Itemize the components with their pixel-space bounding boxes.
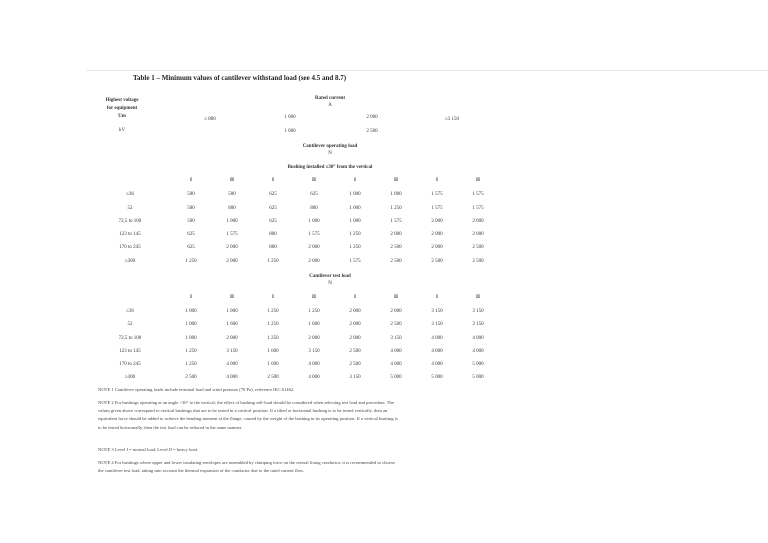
value-cell: 800	[228, 206, 236, 211]
value-cell: 1 000	[185, 322, 197, 327]
value-cell: 2 500	[390, 322, 402, 327]
value-cell: 2 000	[226, 259, 238, 264]
current-range-2-upper: 1 600	[284, 129, 296, 134]
voltage-cell: 123 to 145	[119, 349, 141, 354]
value-cell: 1 000	[349, 192, 361, 197]
value-cell: 1 250	[267, 336, 279, 341]
value-cell: 1 250	[267, 309, 279, 314]
value-cell: 1 250	[185, 362, 197, 367]
note-3-text: NOTE 3 Level I = normal load, Level II = heavy load.	[98, 447, 198, 452]
value-cell: 625	[269, 206, 277, 211]
value-cell: 5 000	[472, 362, 484, 367]
value-cell: 800	[269, 245, 277, 250]
value-cell: 3 150	[431, 322, 443, 327]
value-cell: 625	[187, 245, 195, 250]
value-cell: 4 000	[431, 336, 443, 341]
value-cell: 2 000	[308, 245, 320, 250]
value-cell: 3 150	[308, 349, 320, 354]
current-range-3: 2 000	[366, 115, 378, 120]
voltage-cell: 52	[127, 206, 133, 211]
value-cell: 3 150	[390, 336, 402, 341]
value-cell: 625	[269, 219, 277, 224]
value-cell: 2 500	[431, 259, 443, 264]
level-header: II	[312, 295, 316, 300]
value-cell: 1 000	[390, 192, 402, 197]
value-cell: 1 250	[308, 309, 320, 314]
level-header: I	[436, 295, 438, 300]
current-range-4: ≥3 150	[445, 117, 459, 122]
value-cell: 3 150	[226, 349, 238, 354]
value-cell: 3 150	[349, 375, 361, 380]
value-cell: 4 000	[308, 375, 320, 380]
value-cell: 1 575	[431, 192, 443, 197]
value-cell: 625	[269, 192, 277, 197]
value-cell: 800	[310, 206, 318, 211]
value-cell: 4 000	[390, 349, 402, 354]
value-cell: 4 000	[390, 362, 402, 367]
level-header: II	[394, 178, 398, 183]
level-header: I	[354, 295, 356, 300]
value-cell: 1 000	[226, 219, 238, 224]
note-2	[98, 399, 398, 432]
value-cell: 1 600	[308, 322, 320, 327]
value-cell: 1 250	[267, 259, 279, 264]
value-cell: 1 600	[267, 362, 279, 367]
value-cell: 1 575	[431, 206, 443, 211]
value-cell: 4 000	[226, 375, 238, 380]
note-2-text: NOTE 2 For bushings operating at an angle >30° to the vertical, the effect of bushing self-load should be considered when selecting test load and procedure. The values given above correspond to vertical bushings that are to be tested in a vertical position. If a tilted or horizontal bushing is to be tested vertically, then an equivalent force should be added to achieve the bending moment at the flange, caused by the weight of the bushing in its operating position. If a vertical bushing is to be tested horizontally, then the test load can be reduced in the same manner.	[98, 400, 398, 430]
test-load-unit: N	[328, 281, 332, 286]
value-cell: 800	[269, 232, 277, 237]
value-cell: 5 000	[390, 375, 402, 380]
value-cell: 1 575	[390, 219, 402, 224]
level-header: II	[476, 295, 480, 300]
voltage-cell: ≤36	[126, 192, 134, 197]
value-cell: 2 000	[431, 245, 443, 250]
operating-load-label: Cantilever operating load	[302, 144, 358, 149]
value-cell: 2 000	[472, 219, 484, 224]
value-cell: 2 000	[226, 336, 238, 341]
note-4	[98, 459, 398, 475]
value-cell: 2 000	[390, 309, 402, 314]
level-header: I	[190, 178, 192, 183]
value-cell: 1 000	[349, 219, 361, 224]
value-cell: 2 000	[308, 336, 320, 341]
level-header: I	[190, 295, 192, 300]
value-cell: 1 000	[226, 309, 238, 314]
rated-current-label: Rated current	[314, 96, 346, 101]
value-cell: 4 000	[431, 349, 443, 354]
voltage-cell: 123 to 145	[119, 232, 141, 237]
level-header: I	[354, 178, 356, 183]
page-top-rule	[86, 70, 768, 71]
kv-unit: kV	[118, 128, 126, 133]
note-4-text: NOTE 4 For bushings where upper and lower insulating envelopes are assembled by clamping force on the central fixing conductor, it is recommended to choose the cantilever test load, taking into account the thermal expansion of the conductor due to the rated current flow.	[98, 460, 395, 474]
value-cell: 2 000	[349, 322, 361, 327]
value-cell: 1 000	[349, 206, 361, 211]
value-cell: 4 000	[308, 362, 320, 367]
voltage-cell: 72,5 to 100	[118, 219, 142, 224]
value-cell: 3 150	[472, 322, 484, 327]
value-cell: 2 000	[226, 245, 238, 250]
value-cell: 1 250	[185, 259, 197, 264]
highest-voltage-header-line3: Um	[118, 114, 126, 119]
value-cell: 5 000	[431, 375, 443, 380]
value-cell: 1 250	[390, 206, 402, 211]
value-cell: 2 500	[390, 245, 402, 250]
highest-voltage-header-line1: Highest voltage	[105, 98, 139, 103]
value-cell: 2 000	[431, 232, 443, 237]
value-cell: 2 000	[472, 232, 484, 237]
value-cell: 4 000	[226, 362, 238, 367]
level-header: II	[476, 178, 480, 183]
bushing-installed-label: Bushing installed ≤30° from the vertical	[287, 165, 373, 170]
value-cell: 500	[187, 206, 195, 211]
value-cell: 2 000	[308, 259, 320, 264]
level-header: I	[272, 295, 274, 300]
value-cell: 500	[187, 192, 195, 197]
value-cell: 1 250	[185, 349, 197, 354]
rated-current-unit: A	[328, 103, 332, 108]
value-cell: 2 500	[349, 362, 361, 367]
value-cell: 500	[228, 192, 236, 197]
value-cell: 4 000	[431, 362, 443, 367]
value-cell: 2 500	[267, 375, 279, 380]
value-cell: 2 000	[431, 219, 443, 224]
voltage-cell: ≥300	[124, 259, 136, 264]
highest-voltage-header-line2: for equipment	[106, 106, 138, 111]
value-cell: 3 150	[431, 309, 443, 314]
voltage-cell: 170 to 245	[119, 362, 141, 367]
value-cell: 500	[187, 219, 195, 224]
note-1	[98, 386, 398, 394]
value-cell: 1 250	[349, 245, 361, 250]
value-cell: 1 575	[472, 192, 484, 197]
value-cell: 3 150	[472, 309, 484, 314]
value-cell: 2 500	[472, 245, 484, 250]
level-header: II	[312, 178, 316, 183]
value-cell: 1 600	[267, 349, 279, 354]
value-cell: 4 000	[472, 336, 484, 341]
operating-load-unit: N	[328, 151, 332, 156]
voltage-cell: ≤36	[126, 309, 134, 314]
voltage-cell: ≥300	[124, 375, 136, 380]
voltage-cell: 170 to 245	[119, 245, 141, 250]
value-cell: 2 500	[185, 375, 197, 380]
value-cell: 1 575	[349, 259, 361, 264]
level-header: I	[272, 178, 274, 183]
value-cell: 1 575	[472, 206, 484, 211]
current-range-3-upper: 2 500	[366, 129, 378, 134]
value-cell: 1 000	[185, 309, 197, 314]
level-header: II	[230, 178, 234, 183]
value-cell: 2 000	[349, 336, 361, 341]
value-cell: 2 000	[390, 232, 402, 237]
value-cell: 1 000	[185, 336, 197, 341]
current-range-2: 1 600	[284, 115, 296, 120]
note-3	[98, 446, 398, 454]
value-cell: 2 500	[349, 349, 361, 354]
value-cell: 1 600	[226, 322, 238, 327]
value-cell: 5 000	[472, 375, 484, 380]
value-cell: 2 000	[349, 309, 361, 314]
value-cell: 625	[310, 192, 318, 197]
value-cell: 1 575	[226, 232, 238, 237]
test-load-label: Cantilever test load	[309, 274, 351, 279]
value-cell: 1 575	[308, 232, 320, 237]
value-cell: 1 000	[308, 219, 320, 224]
voltage-cell: 52	[127, 322, 133, 327]
value-cell: 1 250	[349, 232, 361, 237]
current-range-1: ≤ 800	[204, 117, 216, 122]
value-cell: 1 250	[267, 322, 279, 327]
table-title: Table 1 – Minimum values of cantilever withstand load (see 4.5 and 8.7)	[133, 74, 347, 82]
value-cell: 4 000	[472, 349, 484, 354]
note-1-text: NOTE 1 Cantilever operating loads include terminal load and wind pressure (70 Pa), reference IEC 61462.	[98, 387, 295, 392]
level-header: I	[436, 178, 438, 183]
voltage-cell: 72,5 to 100	[118, 336, 142, 341]
level-header: II	[230, 295, 234, 300]
value-cell: 625	[187, 232, 195, 237]
value-cell: 2 500	[390, 259, 402, 264]
value-cell: 2 500	[472, 259, 484, 264]
level-header: II	[394, 295, 398, 300]
